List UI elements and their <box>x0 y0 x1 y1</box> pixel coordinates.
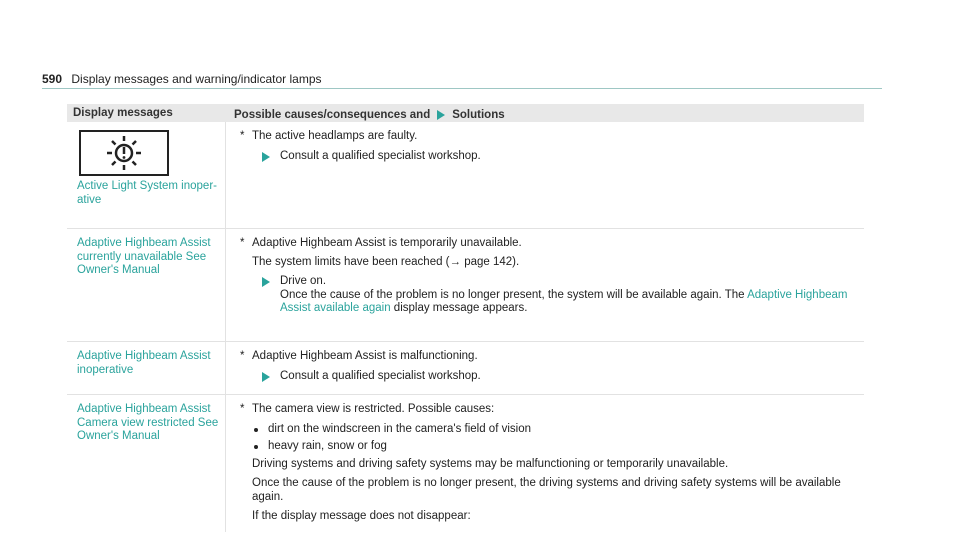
table-row <box>67 122 864 229</box>
solution-arrow-icon <box>262 372 270 382</box>
paragraph: If the display message does not disappear: <box>252 510 471 522</box>
list-item: heavy rain, snow or fog <box>240 440 856 454</box>
cause: * Adaptive Highbeam Assist is temporarily unavailable. <box>240 237 522 249</box>
cause: * Adaptive Highbeam Assist is malfunctioning. <box>240 350 478 362</box>
display-message: Adaptive Highbeam Assist Camera view restricted See Owner's Manual <box>67 395 226 532</box>
display-message: Adaptive Highbeam Assist inoperative <box>67 342 226 394</box>
paragraph: Once the cause of the problem is no longer present, the driving systems and driving safety systems will be available again. <box>252 477 841 503</box>
display-messages-table <box>67 104 864 532</box>
list-item: dirt on the windscreen in the camera's field of vision <box>240 423 856 437</box>
cause-detail: The system limits have been reached (→ page 142). <box>252 255 520 268</box>
solution: Drive on. Once the cause of the problem is no longer present, the system will be available again. The Adaptive Highbeam Assist available again display message appears. <box>240 275 856 316</box>
headlamp-fault-icon <box>79 130 169 176</box>
solution-arrow-icon <box>437 110 445 120</box>
col-display-messages: Display messages <box>73 107 173 119</box>
solution: Consult a qualified specialist workshop. <box>240 150 856 164</box>
page-header <box>42 72 322 86</box>
page-title: Display messages and warning/indicator lamps <box>71 72 322 86</box>
table-header <box>67 104 864 122</box>
cause: * The camera view is restricted. Possible causes: <box>240 403 495 415</box>
header-rule <box>42 88 882 89</box>
solution: Consult a qualified specialist workshop. <box>240 370 856 384</box>
table-row <box>67 395 864 532</box>
display-message: Active Light System inoper- ative <box>77 180 217 206</box>
table-row <box>67 342 864 395</box>
display-message: Adaptive Highbeam Assist currently unavailable See Owner's Manual <box>67 229 226 341</box>
table-row <box>67 229 864 342</box>
col-causes-solutions: Possible causes/consequences and Solutions <box>234 108 505 121</box>
paragraph: Driving systems and driving safety systems may be malfunctioning or temporarily unavailable. <box>252 457 729 470</box>
cause: * The active headlamps are faulty. <box>240 130 418 142</box>
page-number: 590 <box>42 72 63 86</box>
solution-arrow-icon <box>262 152 270 162</box>
solution-arrow-icon <box>262 277 270 287</box>
message-reference: Adaptive Highbeam Assist available again <box>280 288 848 314</box>
